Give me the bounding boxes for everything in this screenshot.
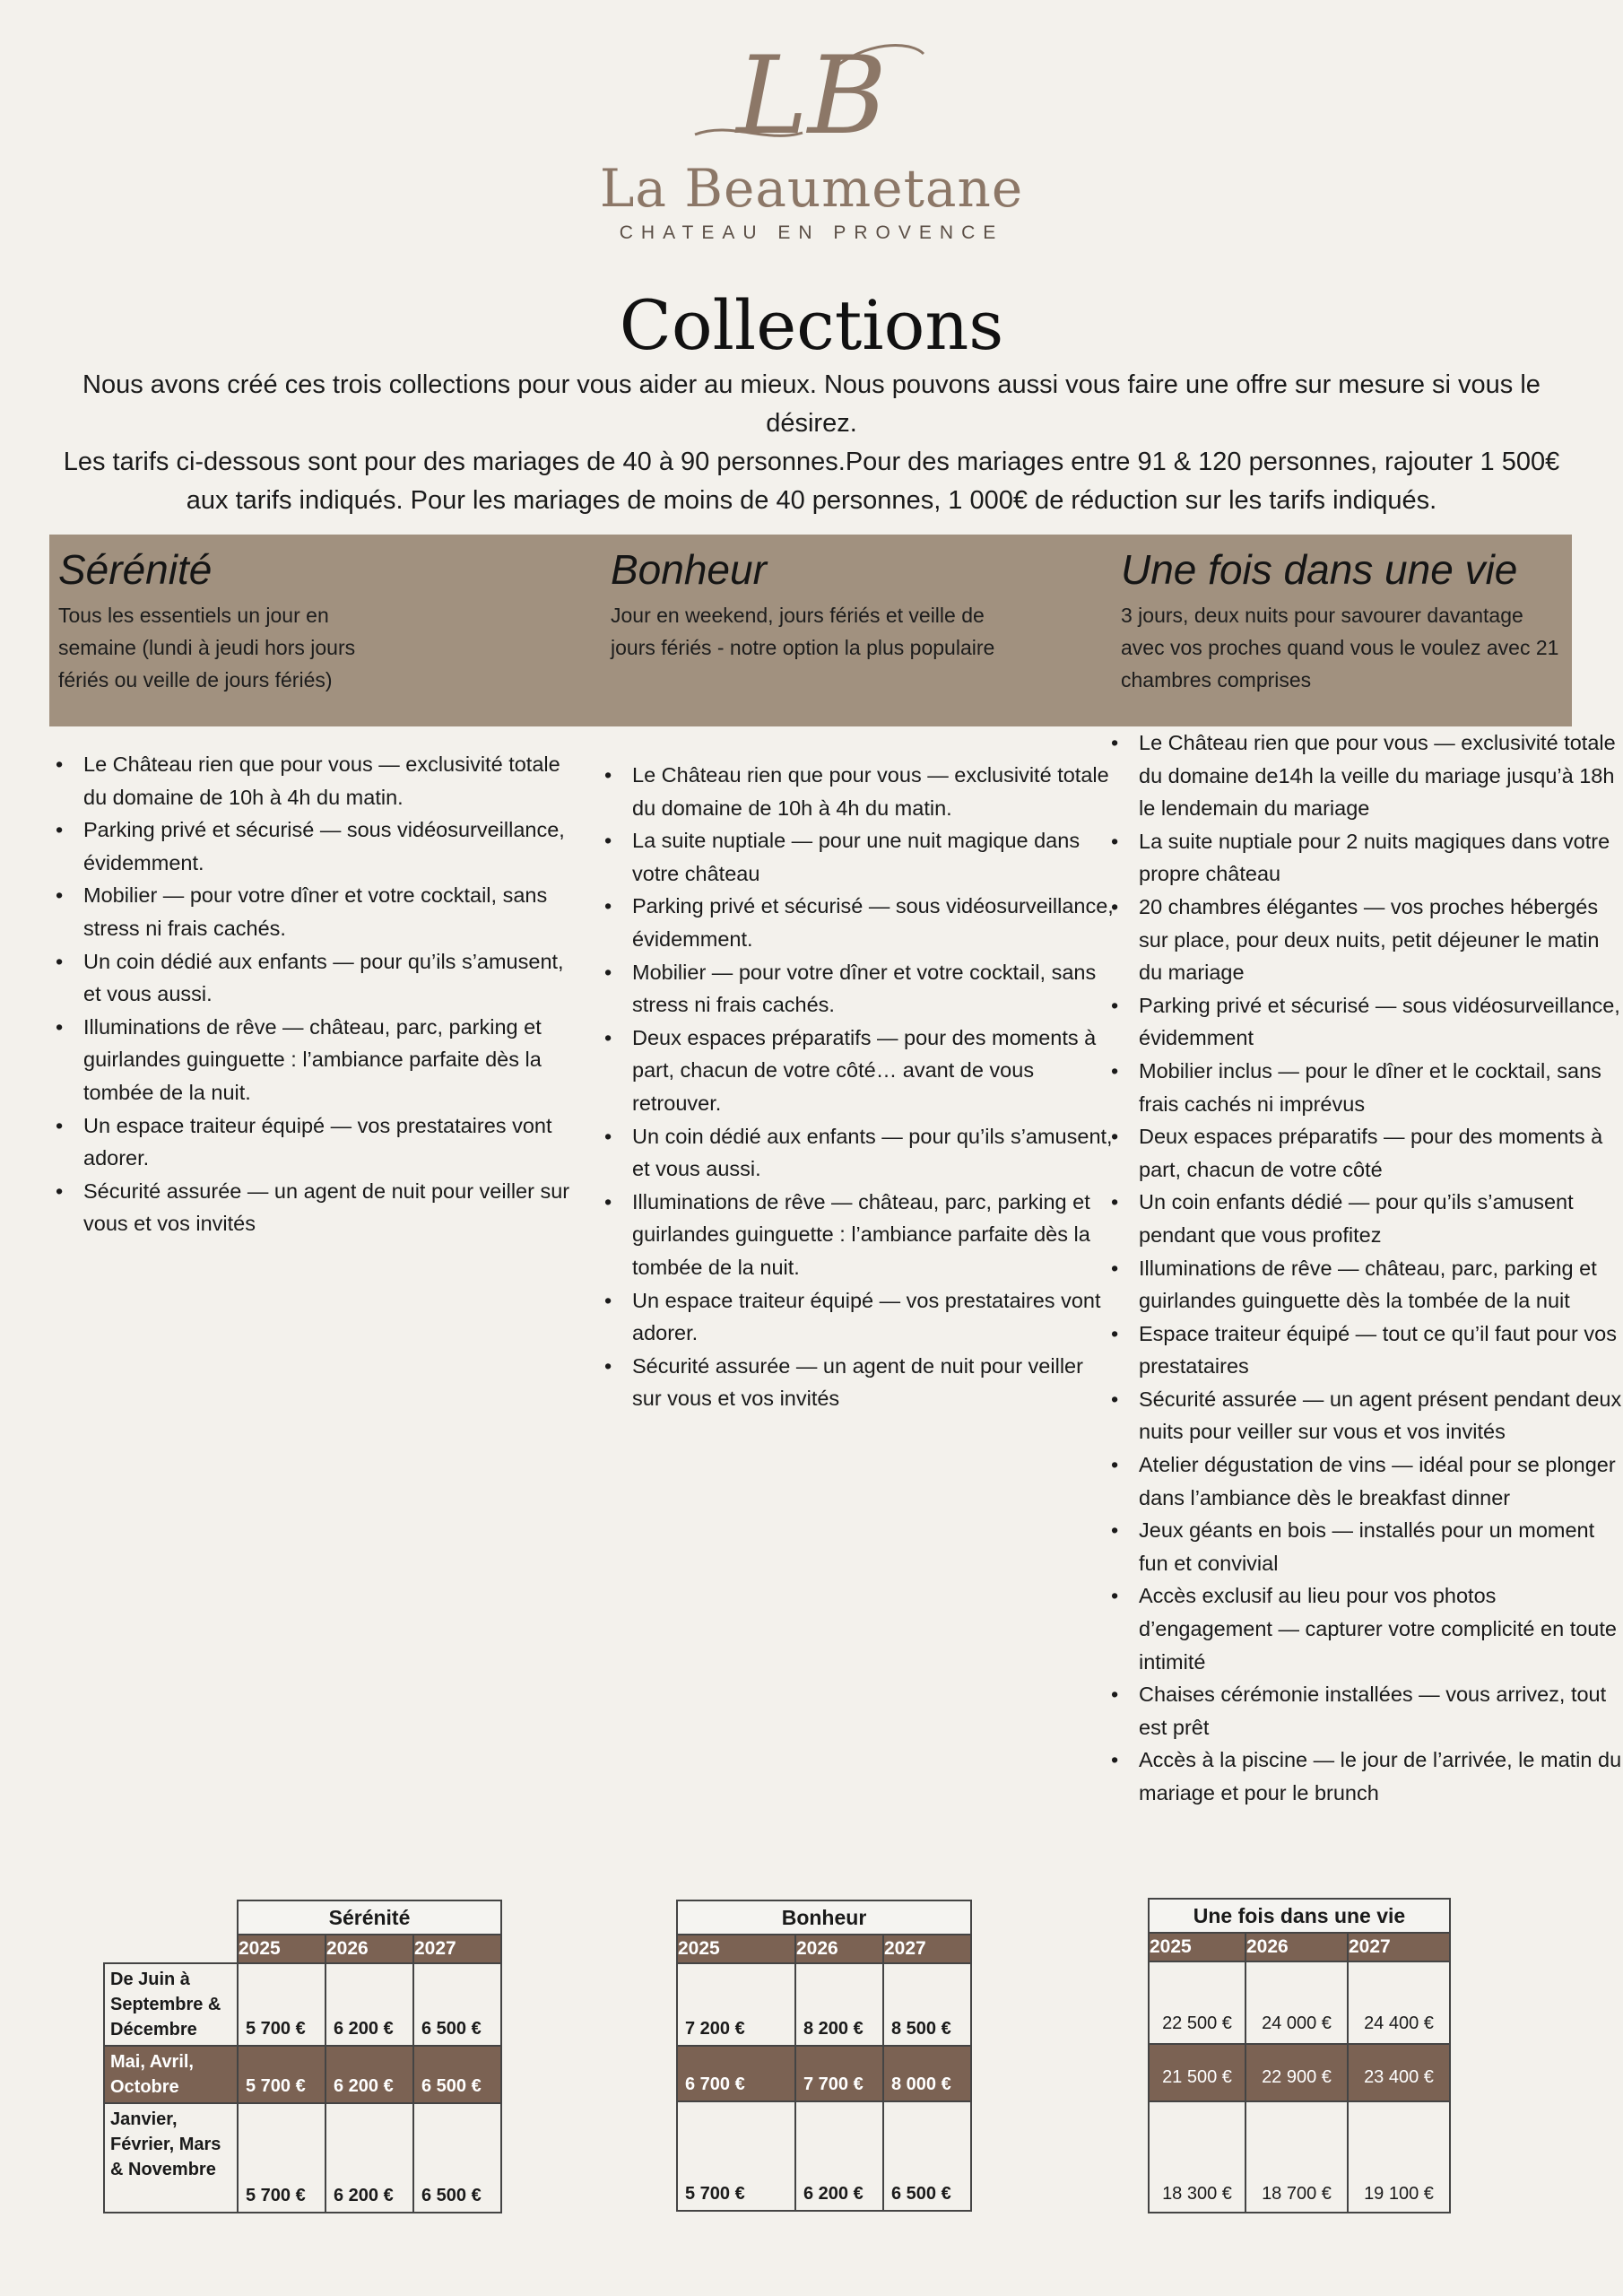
price-cell: 6 200 € xyxy=(325,2103,413,2213)
list-item: • Atelier dégustation de vins — idéal pour se plonger dans l’ambiance dès le breakfast dinner xyxy=(1139,1448,1623,1514)
price-cell: 6 700 € xyxy=(677,2046,795,2101)
year-header: 2026 xyxy=(1245,1933,1348,1961)
year-header: 2027 xyxy=(1348,1933,1450,1961)
list-item: • Sécurité assurée — un agent de nuit pour veiller sur vous et vos invités xyxy=(83,1175,586,1240)
list-item: • Le Château rien que pour vous — exclusivité totale du domaine de 10h à 4h du matin. xyxy=(83,748,586,813)
brand-logo xyxy=(0,36,1623,244)
price-cell: 6 200 € xyxy=(325,1963,413,2046)
brand-name: La Beaumetane xyxy=(599,158,1024,219)
price-cell: 21 500 € xyxy=(1149,2044,1245,2101)
list-item: • Illuminations de rêve — château, parc, parking et guirlandes guinguette dès la tombée de la nuit xyxy=(1139,1252,1623,1318)
list-item: • 20 chambres élégantes — vos proches hébergés sur place, pour deux nuits, petit déjeuner le matin du mariage xyxy=(1139,891,1623,989)
collection-header-une-fois xyxy=(1121,535,1569,696)
year-header: 2025 xyxy=(677,1935,795,1963)
list-item: • Espace traiteur équipé — tout ce qu’il faut pour vos prestataires xyxy=(1139,1318,1623,1383)
list-item: • Un coin enfants dédié — pour qu’ils s’amusent pendant que vous profitez xyxy=(1139,1186,1623,1251)
feature-list-une-fois xyxy=(1105,726,1623,1810)
brand-subtitle: CHATEAU EN PROVENCE xyxy=(619,222,1004,243)
collection-header-bonheur xyxy=(611,535,1005,664)
list-item: • Parking privé et sécurisé — sous vidéosurveillance, évidemment. xyxy=(632,890,1116,955)
list-item: • Mobilier — pour votre dîner et votre cocktail, sans stress ni frais cachés. xyxy=(632,956,1116,1022)
price-cell: 8 000 € xyxy=(883,2046,971,2101)
table-row xyxy=(677,2101,971,2211)
price-cell: 7 700 € xyxy=(795,2046,883,2101)
price-table-une-fois xyxy=(1148,1898,1451,2213)
intro-line-1: Nous avons créé ces trois collections pour vous aider au mieux. Nous pouvons aussi vous faire une offre sur mesure si vous le désirez. xyxy=(82,370,1541,438)
table-row xyxy=(104,1963,501,2046)
price-cell: 23 400 € xyxy=(1348,2044,1450,2101)
list-item: • Sécurité assurée — un agent présent pendant deux nuits pour veiller sur vous et vos invités xyxy=(1139,1383,1623,1448)
price-cell: 19 100 € xyxy=(1348,2101,1450,2213)
list-item: • La suite nuptiale pour 2 nuits magiques dans votre propre château xyxy=(1139,825,1623,891)
table-row xyxy=(677,2046,971,2101)
list-item: • Parking privé et sécurisé — sous vidéosurveillance, évidemment xyxy=(1139,989,1623,1055)
list-item: • Un coin dédié aux enfants — pour qu’ils s’amusent, et vous aussi. xyxy=(83,945,586,1011)
table-row xyxy=(104,2103,501,2213)
list-item: • Parking privé et sécurisé — sous vidéosurveillance, évidemment. xyxy=(83,813,586,879)
page-title: Collections xyxy=(619,285,1004,365)
year-header: 2027 xyxy=(413,1935,501,1963)
list-item: • Mobilier inclus — pour le dîner et le cocktail, sans frais cachés ni imprévus xyxy=(1139,1055,1623,1120)
list-item: • Deux espaces préparatifs — pour des moments à part, chacun de votre côté… avant de vous retrouver. xyxy=(632,1022,1116,1120)
price-cell: 22 500 € xyxy=(1149,1961,1245,2044)
price-table-title: Sérénité xyxy=(238,1900,501,1935)
price-cell: 6 500 € xyxy=(413,1963,501,2046)
price-cell: 22 900 € xyxy=(1245,2044,1348,2101)
collection-title: Bonheur xyxy=(611,546,767,593)
list-item: • Illuminations de rêve — château, parc, parking et guirlandes guinguette : l’ambiance parfaite dès la tombée de la nuit. xyxy=(83,1011,586,1109)
year-header: 2025 xyxy=(238,1935,325,1963)
price-cell: 8 200 € xyxy=(795,1963,883,2046)
list-item: • Un coin dédié aux enfants — pour qu’ils s’amusent, et vous aussi. xyxy=(632,1120,1116,1186)
svg-text:LB: LB xyxy=(736,36,887,152)
price-cell: 6 500 € xyxy=(883,2101,971,2211)
list-item: • Sécurité assurée — un agent de nuit pour veiller sur vous et vos invités xyxy=(632,1350,1116,1415)
collection-desc: Tous les essentiels un jour en semaine (lundi à jeudi hors jours fériés ou veille de jours fériés) xyxy=(58,604,356,691)
collection-header-serenite xyxy=(58,535,399,696)
list-item: • Chaises cérémonie installées — vous arrivez, tout est prêt xyxy=(1139,1678,1623,1744)
intro-text xyxy=(49,366,1574,520)
list-item: • Un espace traiteur équipé — vos prestataires vont adorer. xyxy=(83,1109,586,1175)
price-cell: 18 700 € xyxy=(1245,2101,1348,2213)
price-table-bonheur xyxy=(676,1900,972,2212)
table-row xyxy=(1149,2044,1450,2101)
list-item: • La suite nuptiale — pour une nuit magique dans votre château xyxy=(632,824,1116,890)
feature-list-bonheur xyxy=(598,759,1116,1415)
price-cell: 5 700 € xyxy=(238,2046,325,2103)
year-header: 2026 xyxy=(795,1935,883,1963)
list-item: • Accès à la piscine — le jour de l’arrivée, le matin du mariage et pour le brunch xyxy=(1139,1744,1623,1809)
price-cell: 7 200 € xyxy=(677,1963,795,2046)
table-row xyxy=(1149,2101,1450,2213)
price-table-serenite xyxy=(103,1900,502,2213)
table-row xyxy=(677,1963,971,2046)
price-cell: 24 000 € xyxy=(1245,1961,1348,2044)
table-row xyxy=(1149,1961,1450,2044)
list-item: • Mobilier — pour votre dîner et votre cocktail, sans stress ni frais cachés. xyxy=(83,879,586,944)
collection-desc: 3 jours, deux nuits pour savourer davantage avec vos proches quand vous le voulez avec 21 chambres comprises xyxy=(1121,604,1559,691)
price-cell: 6 200 € xyxy=(795,2101,883,2211)
period-label: De Juin à Septembre & Décembre xyxy=(104,1963,238,2046)
list-item: • Accès exclusif au lieu pour vos photos d’engagement — capturer votre complicité en toute intimité xyxy=(1139,1579,1623,1678)
year-header: 2025 xyxy=(1149,1933,1245,1961)
list-item: • Un espace traiteur équipé — vos prestataires vont adorer. xyxy=(632,1284,1116,1350)
price-cell: 6 200 € xyxy=(325,2046,413,2103)
list-item: • Deux espaces préparatifs — pour des moments à part, chacun de votre côté xyxy=(1139,1120,1623,1186)
price-table-title: Bonheur xyxy=(677,1900,971,1935)
price-cell: 8 500 € xyxy=(883,1963,971,2046)
period-label: Mai, Avril, Octobre xyxy=(104,2046,238,2103)
price-cell: 6 500 € xyxy=(413,2103,501,2213)
feature-list-serenite xyxy=(49,748,586,1240)
collection-desc: Jour en weekend, jours fériés et veille de jours fériés - notre option la plus populaire xyxy=(611,604,995,659)
list-item: • Le Château rien que pour vous — exclusivité totale du domaine de14h la veille du mariage jusqu’à 18h le lendemain du mariage xyxy=(1139,726,1623,825)
year-header: 2027 xyxy=(883,1935,971,1963)
collection-title: Une fois dans une vie xyxy=(1121,546,1518,593)
collections-header-band xyxy=(49,535,1572,726)
price-cell: 5 700 € xyxy=(677,2101,795,2211)
year-header: 2026 xyxy=(325,1935,413,1963)
collection-title: Sérénité xyxy=(58,546,213,593)
price-table-title: Une fois dans une vie xyxy=(1149,1899,1450,1933)
monogram-logo xyxy=(677,36,946,152)
price-cell: 24 400 € xyxy=(1348,1961,1450,2044)
list-item: • Illuminations de rêve — château, parc, parking et guirlandes guinguette : l’ambiance parfaite dès la tombée de la nuit. xyxy=(632,1186,1116,1284)
period-label: Janvier, Février, Mars & Novembre xyxy=(104,2103,238,2213)
price-cell: 18 300 € xyxy=(1149,2101,1245,2213)
intro-line-2: Les tarifs ci-dessous sont pour des mariages de 40 à 90 personnes.Pour des mariages entre 91 & 120 personnes, rajouter 1 500€ aux tarifs indiqués. Pour les mariages de moins de 40 personnes, 1 000€ de réduction sur les tarifs indiqués. xyxy=(63,448,1560,515)
price-cell: 6 500 € xyxy=(413,2046,501,2103)
list-item: • Jeux géants en bois — installés pour un moment fun et convivial xyxy=(1139,1514,1623,1579)
list-item: • Le Château rien que pour vous — exclusivité totale du domaine de 10h à 4h du matin. xyxy=(632,759,1116,824)
price-cell: 5 700 € xyxy=(238,2103,325,2213)
price-cell: 5 700 € xyxy=(238,1963,325,2046)
table-row xyxy=(104,2046,501,2103)
